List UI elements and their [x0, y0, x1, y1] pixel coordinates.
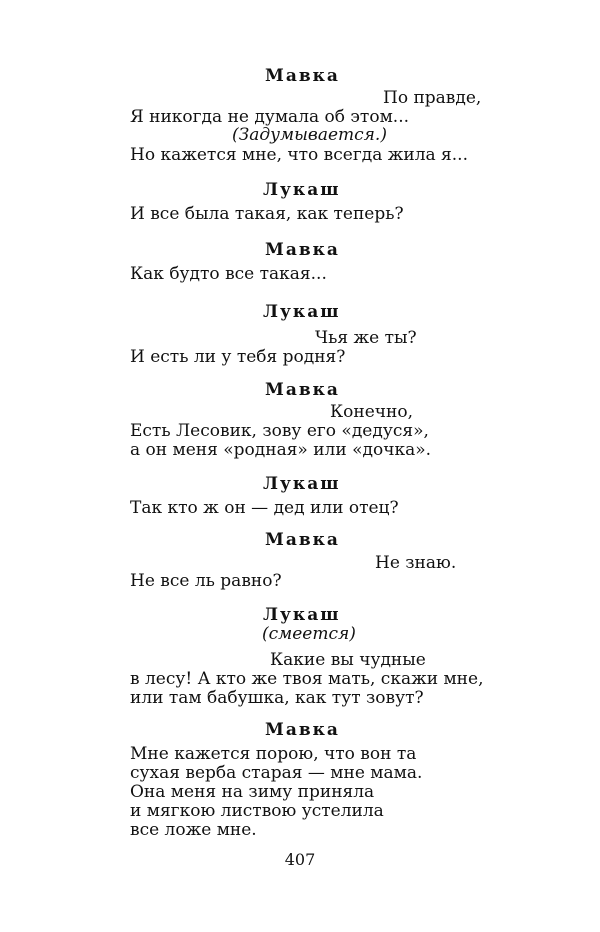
- speaker-name: Лукаш: [263, 180, 341, 200]
- dialogue-line: Не знаю.: [375, 553, 457, 573]
- speaker-name: Лукаш: [263, 605, 341, 625]
- dialogue-line: Есть Лесовик, зову его «дедуся»,: [130, 421, 429, 441]
- speaker-name: Лукаш: [263, 474, 341, 494]
- dialogue-line: а он меня «родная» или «дочка».: [130, 440, 432, 460]
- speaker-name: Мавка: [265, 720, 340, 740]
- dialogue-line: в лесу! А кто же твоя мать, скажи мне,: [130, 669, 484, 689]
- dialogue-line: Она меня на зиму приняла: [130, 782, 375, 802]
- dialogue-line: и мягкою листвою устелила: [130, 801, 384, 821]
- dialogue-line: сухая верба старая — мне мама.: [130, 763, 423, 783]
- speaker-name: Мавка: [265, 530, 340, 550]
- dialogue-line: Как будто все такая...: [130, 264, 327, 284]
- dialogue-line: все ложе мне.: [130, 820, 257, 840]
- speaker-name: Мавка: [265, 240, 340, 260]
- stage-direction: (смеется): [262, 624, 356, 644]
- speaker-name: Мавка: [265, 380, 340, 400]
- speaker-name: Лукаш: [263, 302, 341, 322]
- dialogue-line: Конечно,: [330, 402, 413, 422]
- page-number: 407: [284, 850, 316, 869]
- dialogue-line: Не все ль равно?: [130, 571, 282, 591]
- dialogue-line: Чья же ты?: [315, 328, 417, 348]
- speaker-name: Мавка: [265, 66, 340, 86]
- dialogue-line: Так кто ж он — дед или отец?: [130, 498, 399, 518]
- dialogue-line: Мне кажется порою, что вон та: [130, 744, 417, 764]
- stage-direction: (Задумывается.): [232, 125, 387, 145]
- dialogue-line: Но кажется мне, что всегда жила я...: [130, 145, 468, 165]
- dialogue-line: И все была такая, как теперь?: [130, 204, 404, 224]
- dialogue-line: или там бабушка, как тут зовут?: [130, 688, 424, 708]
- dialogue-line: Я никогда не думала об этом...: [130, 107, 409, 127]
- dialogue-line: И есть ли у тебя родня?: [130, 347, 346, 367]
- dialogue-line: По правде,: [383, 88, 482, 108]
- dialogue-line: Какие вы чудные: [270, 650, 426, 670]
